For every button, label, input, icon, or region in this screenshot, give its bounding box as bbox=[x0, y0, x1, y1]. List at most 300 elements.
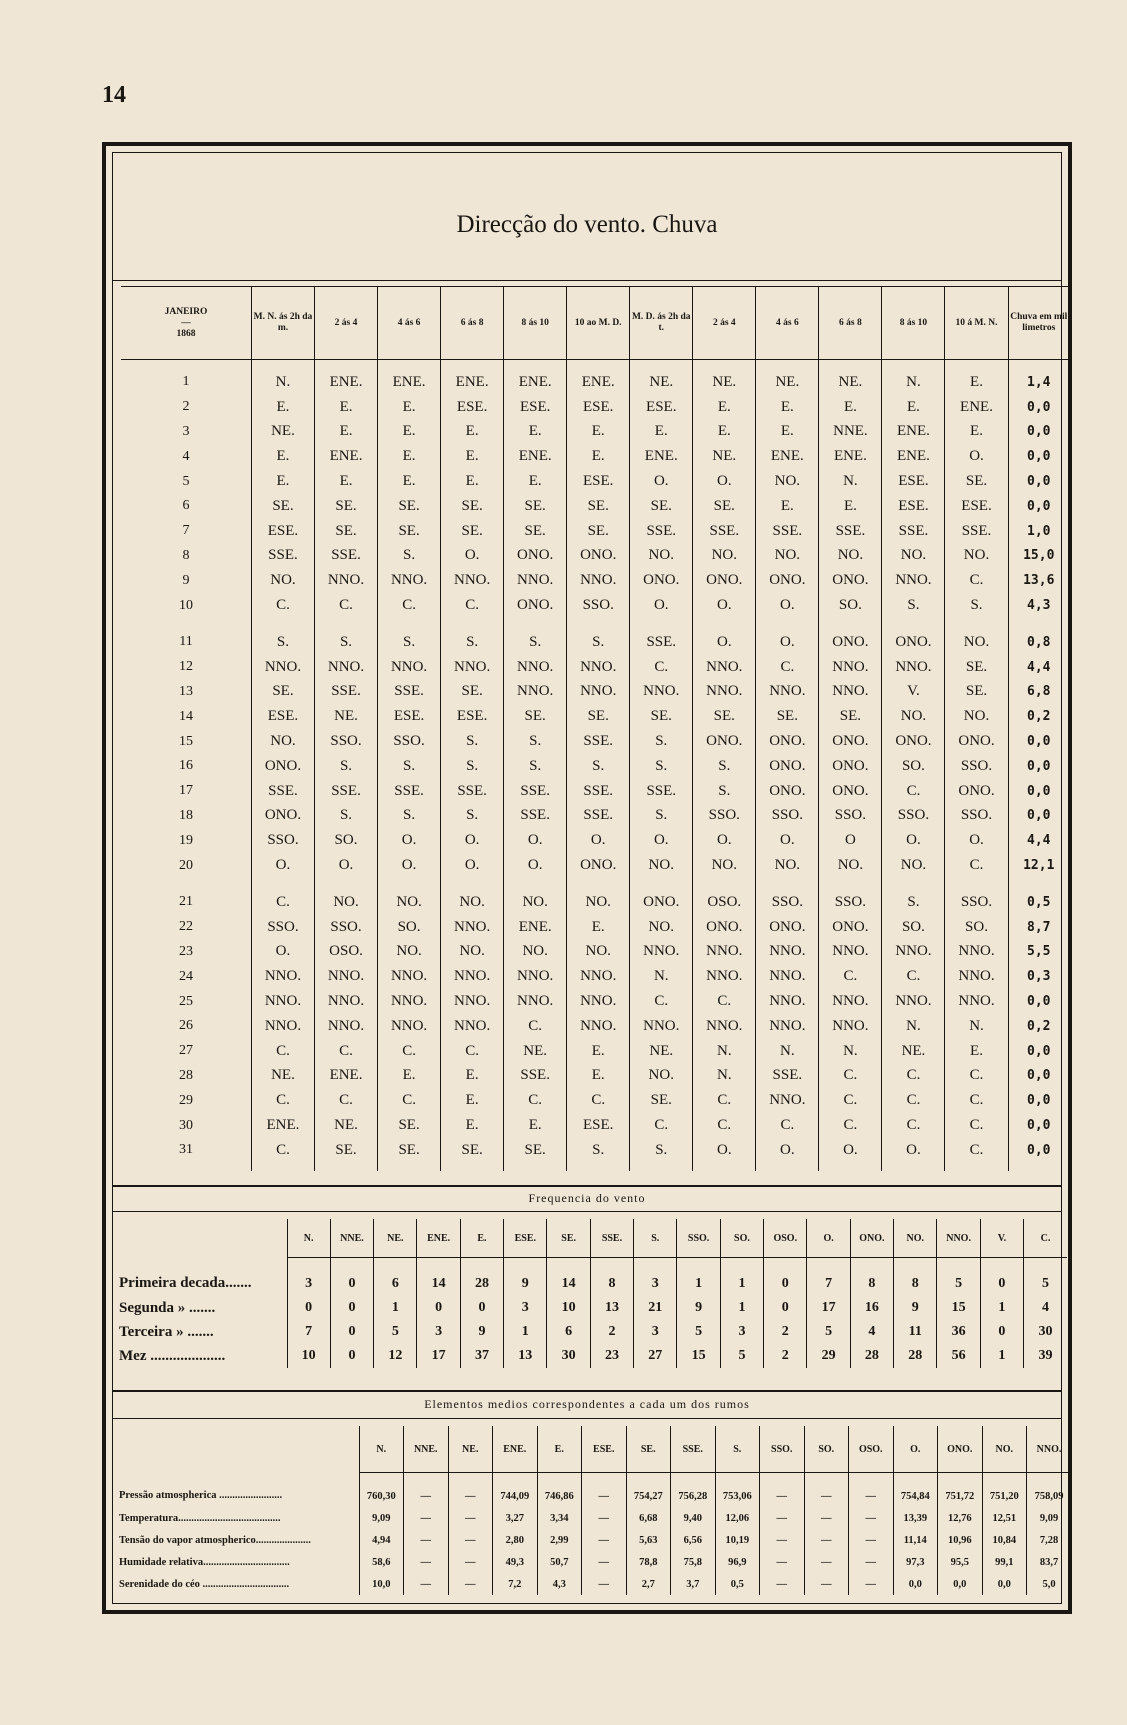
rain-cell: 6,8 bbox=[1008, 680, 1069, 705]
wind-cell: N. bbox=[693, 1039, 756, 1064]
elements-cell: — bbox=[804, 1507, 849, 1529]
wind-cell: E. bbox=[441, 444, 504, 469]
elements-cell: — bbox=[760, 1529, 805, 1551]
direction-header: V. bbox=[980, 1219, 1023, 1258]
elements-cell: 2,99 bbox=[537, 1529, 582, 1551]
frequency-cell: 11 bbox=[894, 1320, 937, 1344]
table-row bbox=[121, 878, 1069, 915]
elements-cell: 756,28 bbox=[671, 1473, 716, 1508]
wind-cell: O. bbox=[504, 853, 567, 878]
divider bbox=[113, 280, 1061, 281]
elements-cell: 49,3 bbox=[493, 1551, 538, 1573]
hour-header: 6 ás 8 bbox=[819, 287, 882, 360]
wind-cell: SE. bbox=[504, 519, 567, 544]
elements-cell: 10,19 bbox=[715, 1529, 760, 1551]
wind-cell: SSE. bbox=[315, 680, 378, 705]
rain-cell: 0,0 bbox=[1008, 1088, 1069, 1113]
wind-cell: SSO. bbox=[945, 754, 1008, 779]
wind-cell: SE. bbox=[693, 494, 756, 519]
elements-cell: — bbox=[760, 1573, 805, 1595]
frequency-cell: 7 bbox=[807, 1258, 850, 1297]
elements-row bbox=[115, 1507, 1071, 1529]
wind-cell: SE. bbox=[441, 519, 504, 544]
wind-cell: NNO. bbox=[819, 655, 882, 680]
wind-cell: E. bbox=[756, 395, 819, 420]
wind-cell: NO. bbox=[567, 878, 630, 915]
direction-header: SE. bbox=[626, 1426, 671, 1473]
frequency-cell: 1 bbox=[504, 1320, 547, 1344]
frequency-cell: 3 bbox=[634, 1258, 677, 1297]
frequency-cell: 5 bbox=[807, 1320, 850, 1344]
wind-cell: E. bbox=[441, 469, 504, 494]
wind-cell: SSE. bbox=[378, 779, 441, 804]
wind-cell: C. bbox=[945, 568, 1008, 593]
elements-cell: — bbox=[849, 1507, 894, 1529]
wind-cell: ESE. bbox=[945, 494, 1008, 519]
wind-cell: C. bbox=[630, 655, 693, 680]
frequency-cell: 10 bbox=[287, 1344, 330, 1368]
direction-header: OSO. bbox=[764, 1219, 807, 1258]
rain-cell: 5,5 bbox=[1008, 940, 1069, 965]
wind-cell: S. bbox=[630, 754, 693, 779]
wind-cell: ENE. bbox=[504, 360, 567, 395]
rain-cell: 8,7 bbox=[1008, 915, 1069, 940]
page-title: Direcção do vento. Chuva bbox=[456, 211, 718, 238]
elements-cell: — bbox=[404, 1573, 449, 1595]
direction-header: N. bbox=[287, 1219, 330, 1258]
direction-header: S. bbox=[634, 1219, 677, 1258]
direction-header: NE. bbox=[448, 1426, 493, 1473]
wind-cell: S. bbox=[315, 804, 378, 829]
wind-cell: N. bbox=[945, 1014, 1008, 1039]
frequency-cell: 27 bbox=[634, 1344, 677, 1368]
frequency-cell: 9 bbox=[894, 1296, 937, 1320]
wind-cell: O. bbox=[630, 828, 693, 853]
wind-cell: ONO. bbox=[630, 568, 693, 593]
table-row bbox=[121, 940, 1069, 965]
day-cell: 24 bbox=[178, 968, 193, 984]
day-cell: 17 bbox=[178, 783, 193, 799]
elements-cell: 50,7 bbox=[537, 1551, 582, 1573]
wind-cell: NNO. bbox=[441, 989, 504, 1014]
elements-cell: 760,30 bbox=[359, 1473, 404, 1508]
wind-cell: E. bbox=[441, 1088, 504, 1113]
wind-cell: SO. bbox=[882, 915, 945, 940]
wind-cell: C. bbox=[251, 1138, 314, 1171]
elements-cell: 97,3 bbox=[893, 1551, 938, 1573]
wind-cell: S. bbox=[441, 804, 504, 829]
direction-header: C. bbox=[1024, 1219, 1067, 1258]
wind-cell: SSE. bbox=[504, 779, 567, 804]
wind-cell: SE. bbox=[945, 655, 1008, 680]
year-label: 1868 bbox=[176, 328, 196, 339]
wind-cell: E. bbox=[945, 1039, 1008, 1064]
wind-cell: C. bbox=[756, 655, 819, 680]
wind-cell: SSE. bbox=[756, 519, 819, 544]
frequency-cell: 0 bbox=[460, 1296, 503, 1320]
wind-cell: S. bbox=[693, 754, 756, 779]
wind-cell: C. bbox=[441, 593, 504, 618]
wind-cell: ONO. bbox=[693, 568, 756, 593]
rain-cell: 0,0 bbox=[1008, 804, 1069, 829]
wind-cell: O. bbox=[567, 828, 630, 853]
wind-cell: NE. bbox=[693, 444, 756, 469]
rain-cell: 4,4 bbox=[1008, 655, 1069, 680]
wind-cell: C. bbox=[378, 593, 441, 618]
wind-cell: ESE. bbox=[882, 469, 945, 494]
elements-table bbox=[115, 1426, 1071, 1595]
wind-cell: C. bbox=[882, 964, 945, 989]
wind-cell: SSO. bbox=[819, 878, 882, 915]
month-header: JANEIRO — 1868 bbox=[121, 287, 251, 360]
elements-cell: 6,56 bbox=[671, 1529, 716, 1551]
table-inner-frame bbox=[112, 152, 1068, 1604]
table-row bbox=[121, 519, 1069, 544]
wind-cell: C. bbox=[251, 1088, 314, 1113]
wind-cell: NE. bbox=[693, 360, 756, 395]
wind-cell: SSO. bbox=[251, 828, 314, 853]
wind-cell: SE. bbox=[630, 494, 693, 519]
wind-cell: SSO. bbox=[882, 804, 945, 829]
day-cell: 27 bbox=[178, 1043, 193, 1059]
wind-cell: NO. bbox=[504, 878, 567, 915]
wind-cell: NO. bbox=[819, 853, 882, 878]
wind-cell: ESE. bbox=[251, 704, 314, 729]
wind-cell: ESE. bbox=[882, 494, 945, 519]
table-row bbox=[121, 593, 1069, 618]
wind-cell: S. bbox=[378, 804, 441, 829]
wind-cell: S. bbox=[315, 618, 378, 655]
direction-header: SSE. bbox=[671, 1426, 716, 1473]
wind-cell: E. bbox=[315, 420, 378, 445]
table-row bbox=[121, 1014, 1069, 1039]
wind-cell: S. bbox=[441, 754, 504, 779]
wind-cell: ENE. bbox=[756, 444, 819, 469]
frequency-cell: 21 bbox=[634, 1296, 677, 1320]
wind-cell: ONO. bbox=[630, 878, 693, 915]
wind-cell: NE. bbox=[251, 420, 314, 445]
rain-cell: 0,8 bbox=[1008, 618, 1069, 655]
wind-cell: O. bbox=[693, 593, 756, 618]
frequency-cell: 8 bbox=[850, 1258, 893, 1297]
wind-cell: O. bbox=[315, 853, 378, 878]
elements-cell: 9,09 bbox=[359, 1507, 404, 1529]
wind-cell: NO. bbox=[567, 940, 630, 965]
wind-cell: S. bbox=[630, 804, 693, 829]
wind-cell: ONO. bbox=[819, 779, 882, 804]
frequency-cell: 17 bbox=[417, 1344, 460, 1368]
wind-cell: ONO. bbox=[251, 754, 314, 779]
wind-cell: C. bbox=[315, 1088, 378, 1113]
day-cell: 16 bbox=[178, 758, 193, 774]
wind-cell: NE. bbox=[630, 1039, 693, 1064]
wind-cell: NO. bbox=[945, 618, 1008, 655]
frequency-cell: 15 bbox=[677, 1344, 720, 1368]
wind-cell: ESE. bbox=[441, 704, 504, 729]
wind-cell: ONO. bbox=[504, 593, 567, 618]
wind-cell: NNO. bbox=[882, 655, 945, 680]
wind-cell: E. bbox=[945, 360, 1008, 395]
direction-header: SO. bbox=[720, 1219, 763, 1258]
wind-cell: SSO. bbox=[819, 804, 882, 829]
table-row bbox=[121, 568, 1069, 593]
wind-cell: SSO. bbox=[567, 593, 630, 618]
frequency-cell: 0 bbox=[417, 1296, 460, 1320]
elements-row-label: Serenidade do céo ................................. bbox=[119, 1578, 290, 1590]
wind-cell: C. bbox=[630, 989, 693, 1014]
wind-cell: E. bbox=[251, 469, 314, 494]
day-cell: 11 bbox=[179, 634, 193, 650]
elements-cell: 5,63 bbox=[626, 1529, 671, 1551]
wind-cell: NO. bbox=[945, 704, 1008, 729]
frequency-cell: 15 bbox=[937, 1296, 980, 1320]
divider bbox=[113, 1390, 1061, 1392]
direction-header: SSO. bbox=[760, 1426, 805, 1473]
wind-cell: SE. bbox=[315, 494, 378, 519]
frequency-cell: 28 bbox=[850, 1344, 893, 1368]
wind-cell: NNO. bbox=[441, 568, 504, 593]
wind-cell: O. bbox=[756, 593, 819, 618]
wind-cell: NE. bbox=[630, 360, 693, 395]
table-row bbox=[121, 618, 1069, 655]
wind-cell: O. bbox=[693, 1138, 756, 1171]
wind-cell: ENE. bbox=[504, 915, 567, 940]
direction-header: ENE. bbox=[493, 1426, 538, 1473]
rain-cell: 0,3 bbox=[1008, 964, 1069, 989]
wind-cell: SE. bbox=[315, 519, 378, 544]
wind-cell: NE. bbox=[819, 360, 882, 395]
wind-cell: E. bbox=[567, 420, 630, 445]
table-row bbox=[121, 655, 1069, 680]
rain-cell: 12,1 bbox=[1008, 853, 1069, 878]
wind-cell: NNO. bbox=[630, 940, 693, 965]
wind-cell: NO. bbox=[441, 940, 504, 965]
wind-cell: E. bbox=[567, 915, 630, 940]
day-cell: 6 bbox=[182, 498, 190, 514]
rain-cell: 1,0 bbox=[1008, 519, 1069, 544]
wind-cell: NNO. bbox=[504, 989, 567, 1014]
wind-cell: NNO. bbox=[567, 964, 630, 989]
wind-cell: E. bbox=[567, 444, 630, 469]
wind-cell: C. bbox=[882, 779, 945, 804]
rain-cell: 0,5 bbox=[1008, 878, 1069, 915]
wind-cell: O bbox=[819, 828, 882, 853]
hour-header: 10 ao M. D. bbox=[567, 287, 630, 360]
wind-cell: C. bbox=[945, 1138, 1008, 1171]
wind-cell: NO. bbox=[630, 544, 693, 569]
elements-cell: — bbox=[582, 1473, 627, 1508]
wind-cell: NNO. bbox=[315, 568, 378, 593]
wind-cell: SSE. bbox=[315, 779, 378, 804]
wind-cell: NNO. bbox=[945, 940, 1008, 965]
day-cell: 30 bbox=[178, 1117, 193, 1133]
wind-direction-table bbox=[121, 286, 1069, 1171]
frequency-cell: 0 bbox=[330, 1344, 373, 1368]
wind-cell: ONO. bbox=[882, 618, 945, 655]
day-cell: 20 bbox=[178, 857, 193, 873]
frequency-title: Frequencia do vento bbox=[528, 1191, 646, 1205]
direction-header: N. bbox=[359, 1426, 404, 1473]
day-cell: 22 bbox=[178, 919, 193, 935]
wind-cell: NO. bbox=[441, 878, 504, 915]
wind-cell: E. bbox=[504, 1113, 567, 1138]
frequency-cell: 0 bbox=[330, 1296, 373, 1320]
elements-cell: 744,09 bbox=[493, 1473, 538, 1508]
frequency-cell: 16 bbox=[850, 1296, 893, 1320]
wind-cell: SE. bbox=[504, 1138, 567, 1171]
wind-cell: S. bbox=[315, 754, 378, 779]
wind-cell: S. bbox=[567, 754, 630, 779]
wind-cell: E. bbox=[504, 420, 567, 445]
wind-cell: NNO. bbox=[882, 568, 945, 593]
direction-header: SO. bbox=[804, 1426, 849, 1473]
frequency-cell: 28 bbox=[894, 1344, 937, 1368]
elements-cell: — bbox=[582, 1551, 627, 1573]
elements-cell: — bbox=[760, 1551, 805, 1573]
rain-cell: 0,0 bbox=[1008, 779, 1069, 804]
direction-header: OSO. bbox=[849, 1426, 894, 1473]
wind-cell: SSO. bbox=[315, 729, 378, 754]
elements-row bbox=[115, 1551, 1071, 1573]
hour-header: 4 ás 6 bbox=[378, 287, 441, 360]
frequency-row-label: Primeira decada....... bbox=[119, 1275, 252, 1292]
wind-cell: SSE. bbox=[251, 544, 314, 569]
elements-cell: 751,20 bbox=[982, 1473, 1027, 1508]
elements-cell: 2,7 bbox=[626, 1573, 671, 1595]
frequency-cell: 5 bbox=[937, 1258, 980, 1297]
wind-cell: C. bbox=[315, 593, 378, 618]
wind-cell: NE. bbox=[756, 360, 819, 395]
wind-cell: O. bbox=[504, 828, 567, 853]
direction-header: E. bbox=[537, 1426, 582, 1473]
elements-cell: 0,5 bbox=[715, 1573, 760, 1595]
wind-cell: O. bbox=[756, 828, 819, 853]
wind-cell: SE. bbox=[945, 680, 1008, 705]
wind-cell: ONO. bbox=[567, 544, 630, 569]
wind-cell: E. bbox=[693, 420, 756, 445]
wind-cell: SSE. bbox=[504, 1064, 567, 1089]
wind-cell: NNO. bbox=[504, 568, 567, 593]
wind-cell: OSO. bbox=[315, 940, 378, 965]
frequency-cell: 56 bbox=[937, 1344, 980, 1368]
elements-cell: — bbox=[804, 1529, 849, 1551]
frequency-row bbox=[115, 1344, 1067, 1368]
wind-cell: ENE. bbox=[251, 1113, 314, 1138]
wind-cell: NNO. bbox=[315, 655, 378, 680]
rain-cell: 0,0 bbox=[1008, 1138, 1069, 1171]
wind-cell: O. bbox=[630, 469, 693, 494]
divider bbox=[113, 1211, 1061, 1212]
direction-header: NNE. bbox=[330, 1219, 373, 1258]
wind-cell: SO. bbox=[819, 593, 882, 618]
direction-header: NNO. bbox=[937, 1219, 980, 1258]
wind-cell: E. bbox=[441, 420, 504, 445]
wind-cell: NNO. bbox=[504, 680, 567, 705]
frequency-cell: 5 bbox=[374, 1320, 417, 1344]
day-cell: 10 bbox=[178, 597, 193, 613]
wind-cell: SE. bbox=[441, 680, 504, 705]
elements-cell: 9,40 bbox=[671, 1507, 716, 1529]
elements-header-row bbox=[115, 1426, 1071, 1473]
wind-cell: O. bbox=[756, 618, 819, 655]
table-row bbox=[121, 1064, 1069, 1089]
hour-header: 6 ás 8 bbox=[441, 287, 504, 360]
elements-cell: 9,09 bbox=[1027, 1507, 1072, 1529]
wind-cell: S. bbox=[630, 729, 693, 754]
direction-header: NNO. bbox=[1027, 1426, 1072, 1473]
divider bbox=[113, 1185, 1061, 1187]
wind-cell: NNO. bbox=[819, 940, 882, 965]
wind-cell: N. bbox=[756, 1039, 819, 1064]
wind-cell: ENE. bbox=[315, 360, 378, 395]
elements-cell: — bbox=[849, 1529, 894, 1551]
wind-cell: NNO. bbox=[378, 989, 441, 1014]
wind-cell: NNO. bbox=[441, 655, 504, 680]
frequency-cell: 2 bbox=[764, 1320, 807, 1344]
hour-header: M. N. ás 2h da m. bbox=[251, 287, 314, 360]
elements-cell: 96,9 bbox=[715, 1551, 760, 1573]
wind-cell: C. bbox=[882, 1113, 945, 1138]
wind-cell: ESE. bbox=[567, 395, 630, 420]
table-row bbox=[121, 754, 1069, 779]
wind-cell: NO. bbox=[630, 915, 693, 940]
frequency-header-row bbox=[115, 1219, 1067, 1258]
frequency-cell: 2 bbox=[764, 1344, 807, 1368]
elements-cell: — bbox=[804, 1573, 849, 1595]
wind-cell: S. bbox=[630, 1138, 693, 1171]
rain-cell: 0,0 bbox=[1008, 989, 1069, 1014]
wind-cell: O. bbox=[378, 853, 441, 878]
wind-cell: OSO. bbox=[693, 878, 756, 915]
wind-cell: ONO. bbox=[945, 779, 1008, 804]
elements-cell: — bbox=[849, 1473, 894, 1508]
table-row bbox=[121, 964, 1069, 989]
elements-cell: 7,28 bbox=[1027, 1529, 1072, 1551]
elements-cell: 0,0 bbox=[893, 1573, 938, 1595]
direction-header: ENE. bbox=[417, 1219, 460, 1258]
wind-cell: E. bbox=[441, 1064, 504, 1089]
elements-cell: 58,6 bbox=[359, 1551, 404, 1573]
wind-cell: SSE. bbox=[567, 804, 630, 829]
frequency-cell: 1 bbox=[980, 1344, 1023, 1368]
elements-cell: — bbox=[404, 1473, 449, 1508]
direction-header: NNE. bbox=[404, 1426, 449, 1473]
elements-cell: — bbox=[404, 1529, 449, 1551]
frequency-cell: 0 bbox=[980, 1258, 1023, 1297]
wind-cell: C. bbox=[756, 1113, 819, 1138]
direction-header: SE. bbox=[547, 1219, 590, 1258]
wind-cell: E. bbox=[251, 444, 314, 469]
wind-cell: NNO. bbox=[504, 964, 567, 989]
direction-header: ESE. bbox=[582, 1426, 627, 1473]
elements-cell: 12,76 bbox=[938, 1507, 983, 1529]
frequency-cell: 2 bbox=[590, 1320, 633, 1344]
wind-cell: E. bbox=[251, 395, 314, 420]
frequency-cell: 28 bbox=[460, 1258, 503, 1297]
wind-cell: C. bbox=[567, 1088, 630, 1113]
wind-cell: NO. bbox=[882, 853, 945, 878]
wind-cell: NO. bbox=[882, 544, 945, 569]
wind-cell: NNO. bbox=[882, 989, 945, 1014]
frequency-cell: 9 bbox=[677, 1296, 720, 1320]
wind-cell: NNO. bbox=[945, 989, 1008, 1014]
frequency-cell: 3 bbox=[504, 1296, 547, 1320]
frequency-cell: 8 bbox=[590, 1258, 633, 1297]
wind-cell: SSE. bbox=[756, 1064, 819, 1089]
frequency-cell: 0 bbox=[330, 1258, 373, 1297]
elements-cell: 3,7 bbox=[671, 1573, 716, 1595]
wind-cell: SSE. bbox=[630, 519, 693, 544]
